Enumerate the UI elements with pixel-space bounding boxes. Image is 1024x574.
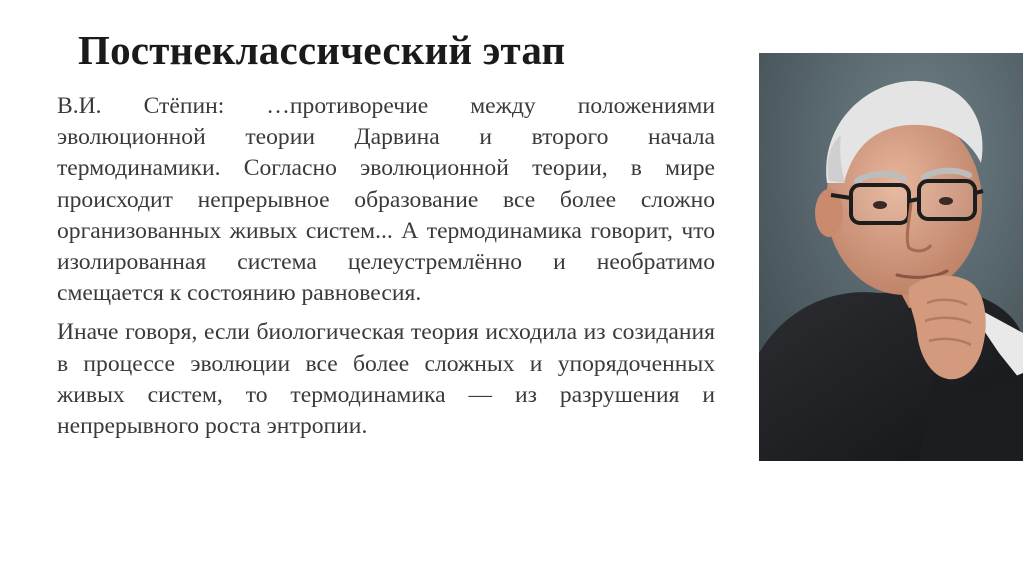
portrait-illustration bbox=[759, 53, 1023, 461]
slide-title: Постнеклассический этап bbox=[78, 27, 566, 73]
portrait-photo bbox=[759, 53, 1023, 461]
paragraph-conclusion: Иначе говоря, если биологическая теория исходила из созидания в процессе эволюции все более сложных и упорядоченных живых систем, то термодинамика — из разрушения и непрерывного роста энтропии. bbox=[57, 319, 715, 440]
paragraph-stepin-quote: В.И. Стёпин: …противоречие между положениями эволюционной теории Дарвина и второго начала термодинамики. Согласно эволюционной теории, в мире происходит непрерывное образование все более сложно организованных живых систем... А термодинамика говорит, что изолированная система целеустремлённо и необратимо смещается к состоянию равновесия. bbox=[57, 93, 715, 307]
left-eye bbox=[873, 201, 887, 209]
right-eye bbox=[939, 197, 953, 205]
glasses bbox=[831, 181, 983, 223]
body-text bbox=[57, 91, 715, 450]
